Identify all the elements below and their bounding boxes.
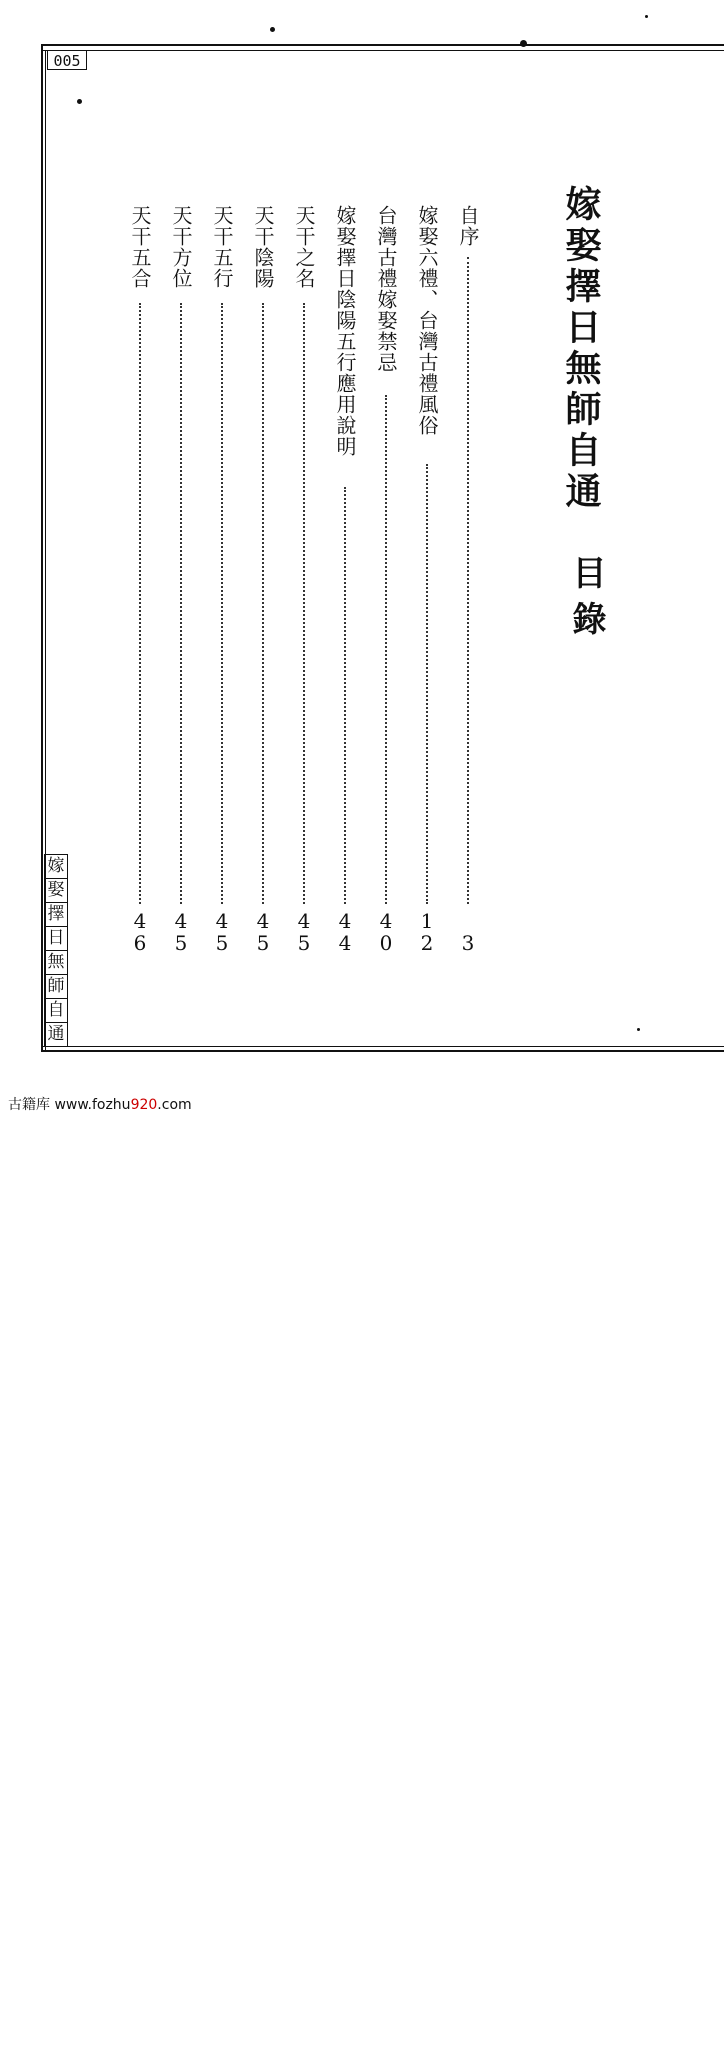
toc-page-number [211,910,233,2032]
scan-speck [637,1028,640,1031]
side-tab-char: 日 [45,927,67,951]
toc-entry[interactable] [375,205,397,965]
toc-entry[interactable] [170,205,192,965]
side-tab-char: 娶 [45,879,67,903]
toc-entry-label: 天干五合 [128,205,152,289]
toc-entry-label: 嫁娶擇日陰陽五行應用說明 [333,205,357,457]
toc-entry[interactable] [293,205,315,965]
book-title: 嫁娶擇日無師自通 [560,185,601,513]
toc-page-digit: 4 [133,909,147,933]
side-tab-char: 擇 [45,903,67,927]
frame-top-inner-rule [42,50,724,51]
toc-page-digit: 5 [215,931,229,955]
toc-entry-label: 天干陰陽 [251,205,275,289]
toc-leader-dots [426,464,428,904]
side-tab-char: 師 [45,975,67,999]
frame-top-rule [42,44,724,46]
toc-leader-dots [180,303,182,904]
toc-page-digit: 5 [256,931,270,955]
toc-page-digit: 4 [174,909,188,933]
toc-entry-label: 台灣古禮嫁娶禁忌 [374,205,398,373]
toc-leader-dots [262,303,264,904]
toc-page-digit: 2 [420,931,434,955]
toc-page-digit: 6 [133,931,147,955]
toc-page-digit: 4 [256,909,270,933]
toc-entry[interactable] [129,205,151,965]
toc-leader-dots [467,257,469,904]
side-tab-book-title [44,854,68,1047]
footer-url-suffix: .com [157,1097,192,1113]
toc-page-number [457,932,479,2054]
toc-page-number [252,910,274,2032]
side-tab-char: 無 [45,951,67,975]
toc-page-number [293,910,315,2032]
toc-entry-label: 自序 [456,205,480,247]
toc-page-number [375,910,397,2032]
toc-page-digit: 5 [174,931,188,955]
footer-url-highlight: 920 [130,1097,158,1113]
toc-entry[interactable] [252,205,274,965]
side-tab-char: 通 [47,1024,65,1044]
toc-page-digit: 4 [379,909,393,933]
scan-speck [645,15,648,18]
toc-entry[interactable] [334,205,356,965]
scan-speck [270,27,275,32]
toc-entry[interactable] [416,205,438,965]
side-tab-char: 自 [45,999,67,1023]
toc-entry[interactable] [211,205,233,965]
toc-leader-dots [221,303,223,904]
toc-leader-dots [139,303,141,904]
frame-left-rule [41,44,43,1052]
toc-page-number [170,910,192,2032]
toc-page-digit: 4 [338,931,352,955]
toc-entry-label: 天干方位 [169,205,193,289]
toc-page-number [129,910,151,2032]
scan-speck [520,40,527,47]
toc-entry[interactable] [457,205,479,965]
toc-page-digit: 3 [461,931,475,955]
toc-page-digit: 4 [338,909,352,933]
toc-entry-label: 天干五行 [210,205,234,289]
scan-speck [77,99,82,104]
toc-page-digit: 5 [297,931,311,955]
contents-heading: 目錄 [566,555,606,647]
footer-site-url[interactable] [54,1097,191,1113]
footer-url-prefix: www.fozhu [54,1097,131,1113]
side-tab-char: 嫁 [45,855,67,879]
footer-watermark [8,1094,192,1114]
toc-page-digit: 0 [379,931,393,955]
toc-page-digit: 1 [420,909,434,933]
footer-site-name: 古籍库 [8,1097,50,1113]
toc-page-number [334,910,356,2032]
toc-entry-label: 天干之名 [292,205,316,289]
toc-page-digit: 4 [297,909,311,933]
toc-page-number [416,910,438,2032]
toc-leader-dots [303,303,305,904]
toc-leader-dots [385,395,387,904]
toc-leader-dots [344,487,346,904]
page-number: 005 [47,50,87,70]
toc-page-digit: 4 [215,909,229,933]
toc-entry-label: 嫁娶六禮、台灣古禮風俗 [415,205,439,436]
